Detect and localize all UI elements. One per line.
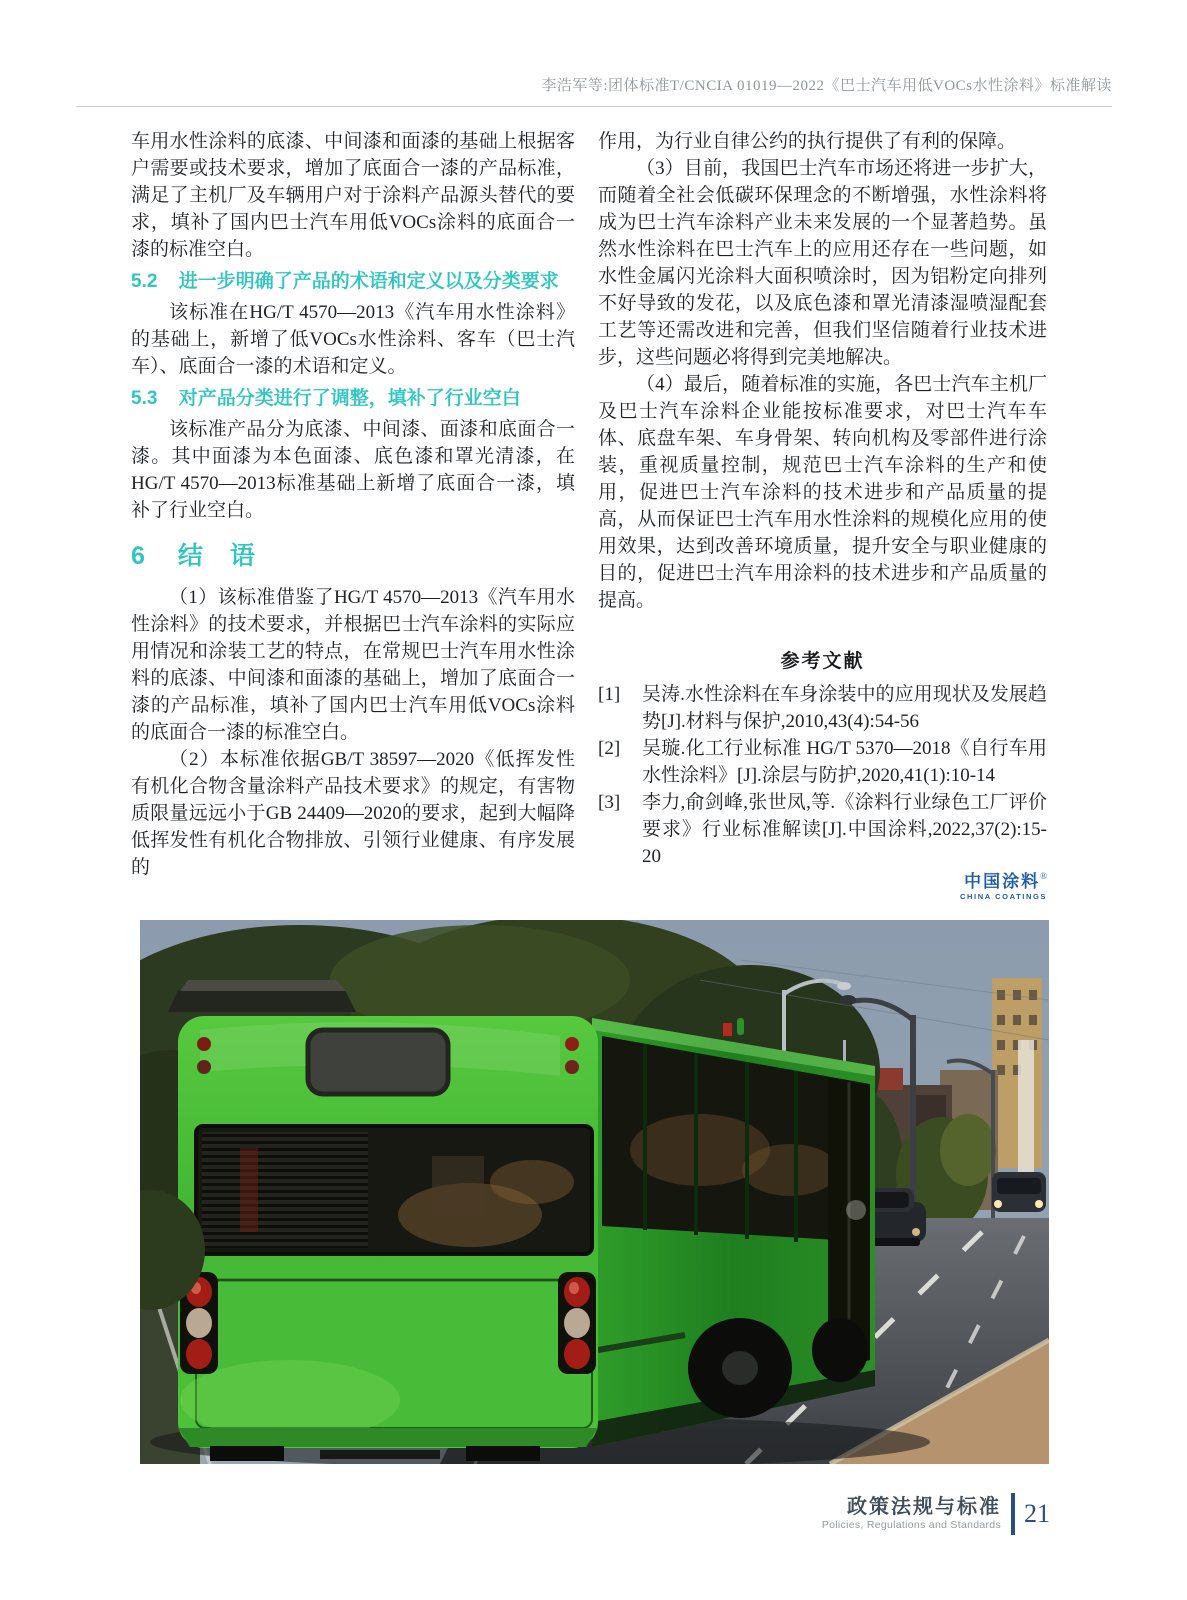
logo-en-text: CHINA COATINGS — [960, 891, 1047, 901]
header-divider — [76, 106, 1112, 107]
paragraph: （3）目前，我国巴士汽车市场还将进一步扩大，而随着全社会低碳环保理念的不断增强，水性涂料将成为巴士汽车涂料产业未来发展的一个显著趋势。虽然水性涂料在巴士汽车上的应用还存在一些问题，如水性金属闪光涂料大面积喷涂时，因为铝粉定向排列不好导致的发花，以及底色漆和罩光清漆湿喷湿配套工艺等还需改进和完善，但我们坚信随着行业技术进步，这些问题必将得到完美地解决。 — [598, 158, 1047, 368]
bus-photo-illustration — [140, 920, 1049, 1464]
reference-item — [598, 681, 1047, 735]
bus — [168, 980, 875, 1461]
reference-number: [3] — [598, 792, 621, 813]
reference-text: 吴涛.水性涂料在车身涂装中的应用现状及发展趋势[J].材料与保护,2010,43(4):54-56 — [642, 684, 1047, 732]
running-title: 李浩军等:团体标准T/CNCIA 01019—2022《巴士汽车用低VOCs水性涂料》标准解读 — [541, 78, 1112, 94]
section-number: 6 — [131, 542, 146, 570]
references-title: 参考文献 — [780, 651, 865, 672]
running-header — [76, 74, 1112, 98]
reference-item — [598, 735, 1047, 789]
reference-number: [1] — [598, 684, 621, 705]
china-coatings-logo — [598, 872, 1047, 901]
reference-text: 吴璇.化工行业标准 HG/T 5370—2018《自行车用水性涂料》[J].涂层与防护,2020,41(1):10-14 — [642, 738, 1047, 786]
paragraph: （2）本标准依据GB/T 38597—2020《低挥发性有机化合物含量涂料产品技术要求》的规定，有害物质限量远远小于GB 24409—2020的要求，起到大幅降低挥发性有机化合物排放、引领行业健康、有序发展的 — [131, 749, 575, 878]
section-title: 对产品分类进行了调整，填补了行业空白 — [178, 388, 521, 409]
section-number: 5.3 — [131, 388, 158, 409]
paragraph-continuation: 车用水性涂料的底漆、中间漆和面漆的基础上根据客户需要或技术要求，增加了底面合一漆的产品标准，满足了主机厂及车辆用户对于涂料产品源头替代的要求，填补了国内巴士汽车用低VOCs涂料的底面合一漆的标准空白。 — [131, 131, 575, 260]
section-heading-6 — [131, 540, 575, 572]
tail-lights-right — [558, 1272, 596, 1374]
footer-section-cn: 政策法规与标准 — [847, 1496, 1001, 1518]
section-title: 结 语 — [177, 542, 256, 570]
paragraph: 该标准在HG/T 4570—2013《汽车用水性涂料》的基础上，新增了低VOCs水性涂料、客车（巴士汽车）、底面合一漆的术语和定义。 — [131, 302, 575, 377]
bus-street-photo — [140, 920, 1049, 1464]
registered-mark-icon: ® — [1040, 871, 1047, 881]
van — [992, 1172, 1046, 1212]
footer-section-title — [822, 1496, 1001, 1532]
section-title: 进一步明确了产品的术语和定义以及分类要求 — [178, 271, 559, 292]
destination-box — [308, 1030, 448, 1094]
rear-grille — [202, 1132, 368, 1248]
footer-divider-bar — [1011, 1493, 1015, 1535]
left-column — [131, 128, 575, 881]
section-heading-5-2 — [131, 269, 575, 295]
paragraph: （4）最后，随着标准的实施，各巴士汽车主机厂及巴士汽车涂料企业能按标准要求，对巴士汽车车体、底盘车架、车身骨架、转向机构及零部件进行涂装，重视质量控制，规范巴士汽车涂料的生产和使用，促进巴士汽车涂料的技术进步和产品质量的提高，从而保证巴士汽车用水性涂料的规模化应用的使用效果，达到改善环境质量，提升安全与职业健康的目的，促进巴士汽车用涂料的技术进步和产品质量的提高。 — [598, 374, 1047, 611]
paragraph: 该标准产品分为底漆、中间漆、面漆和底面合一漆。其中面漆为本色面漆、底色漆和罩光清漆，在HG/T 4570—2013标准基础上新增了底面合一漆，填补了行业空白。 — [131, 419, 575, 521]
reference-number: [2] — [598, 738, 621, 759]
page-number: 21 — [1024, 1499, 1050, 1528]
paragraph: （1）该标准借鉴了HG/T 4570—2013《汽车用水性涂料》的技术要求，并根据巴士汽车涂料的实际应用情况和涂装工艺的特点，在常规巴士汽车用水性涂料的底漆、中间漆和面漆的基础上，增加了底面合一漆的产品标准，填补了国内巴士汽车用低VOCs涂料的底面合一漆的标准空白。 — [131, 587, 575, 743]
bus-front-wheel — [812, 1318, 868, 1382]
roof-vent — [168, 990, 356, 1012]
paragraph-continuation: 作用，为行业自律公约的执行提供了有利的保障。 — [598, 131, 1017, 152]
reference-text: 李力,俞剑峰,张世凤,等.《涂料行业绿色工厂评价要求》行业标准解读[J].中国涂料,2022,37(2):15-20 — [642, 792, 1047, 867]
right-column — [598, 128, 1047, 901]
footer-section-en: Policies, Regulations and Standards — [821, 1519, 1001, 1531]
section-number: 5.2 — [131, 271, 158, 292]
page-footer — [822, 1493, 1050, 1535]
section-heading-5-3 — [131, 386, 575, 412]
reference-item — [598, 789, 1047, 870]
logo-cn-text: 中国涂料 — [964, 872, 1041, 891]
